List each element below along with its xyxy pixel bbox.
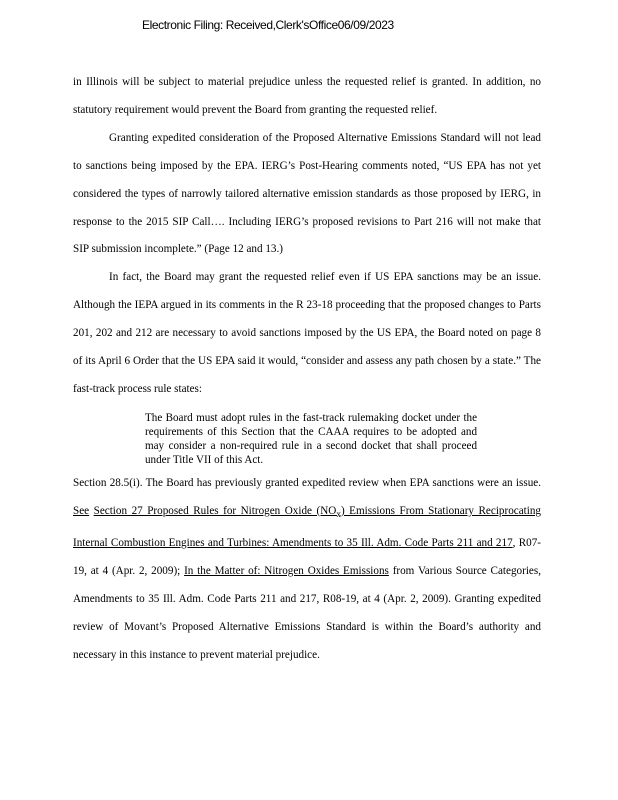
block-quote: The Board must adopt rules in the fast-track rulemaking docket under the requirements of this Section that the CAAA requires to be adopted and may consider a non-required rule in a second docket that shall proceed under Title VII of this Act.: [145, 411, 477, 466]
paragraph-4: [73, 470, 541, 670]
citation-1-text: Section 27 Proposed Rules for Nitrogen Oxide (NO: [93, 504, 337, 517]
paragraph-3: In fact, the Board may grant the requested relief even if US EPA sanctions may be an issue. Although the IEPA argued in its comments in the R 23-18 proceeding that the proposed changes to Parts 201, 202 and 212 are necessary to avoid sanctions imposed by the US EPA, the Board noted on page 8 of its April 6 Order that the US EPA said it would, “consider and assess any path chosen by a state.” The fast-track process rule states:: [73, 271, 541, 395]
see-signal: See: [73, 504, 90, 517]
paragraph-4-start: Section 28.5(i). The Board has previously granted expedited review when EPA sanctions were an issue.: [73, 476, 541, 489]
citation-matter-of-nox: In the Matter of: Nitrogen Oxides Emissions: [184, 564, 389, 577]
paragraph-2: Granting expedited consideration of the Proposed Alternative Emissions Standard will not lead to sanctions being imposed by the EPA. IERG’s Post-Hearing comments noted, “US EPA has not yet considered the types of narrowly tailored alternative emission standards as those proposed by IERG, in response to the 2015 SIP Call…. Including IERG’s proposed revisions to Part 216 will not make that SIP submission incomplete.” (Page 12 and 13.): [73, 131, 541, 256]
paragraph-4-end: from Various Source Categories, Amendments to 35 Ill. Adm. Code Parts 211 and 217, R08-19, at 4 (Apr. 2, 2009). Granting expedited review of Movant’s Proposed Alternative Emissions Standard is within the Board’s authority and necessary in this instance to prevent material prejudice.: [73, 564, 541, 661]
paragraph-1: in Illinois will be subject to material prejudice unless the requested relief is granted. In addition, no statutory requirement would prevent the Board from granting the requested relief.: [73, 76, 541, 116]
citation-1-docket: , R07-19, at 4 (Apr. 2, 2009);: [73, 536, 541, 577]
nox-subscript: x: [336, 510, 341, 520]
filing-stamp: Electronic Filing: Received,Clerk'sOffice06/09/2023: [142, 18, 394, 32]
citation-1-rest: ) Emissions From Stationary Reciprocating Internal Combustion Engines and Turbines: Amendments to 35 Ill. Adm. Code Parts 211 and 217: [73, 504, 541, 549]
body-text: [73, 69, 541, 669]
citation-section-27: [73, 505, 541, 549]
